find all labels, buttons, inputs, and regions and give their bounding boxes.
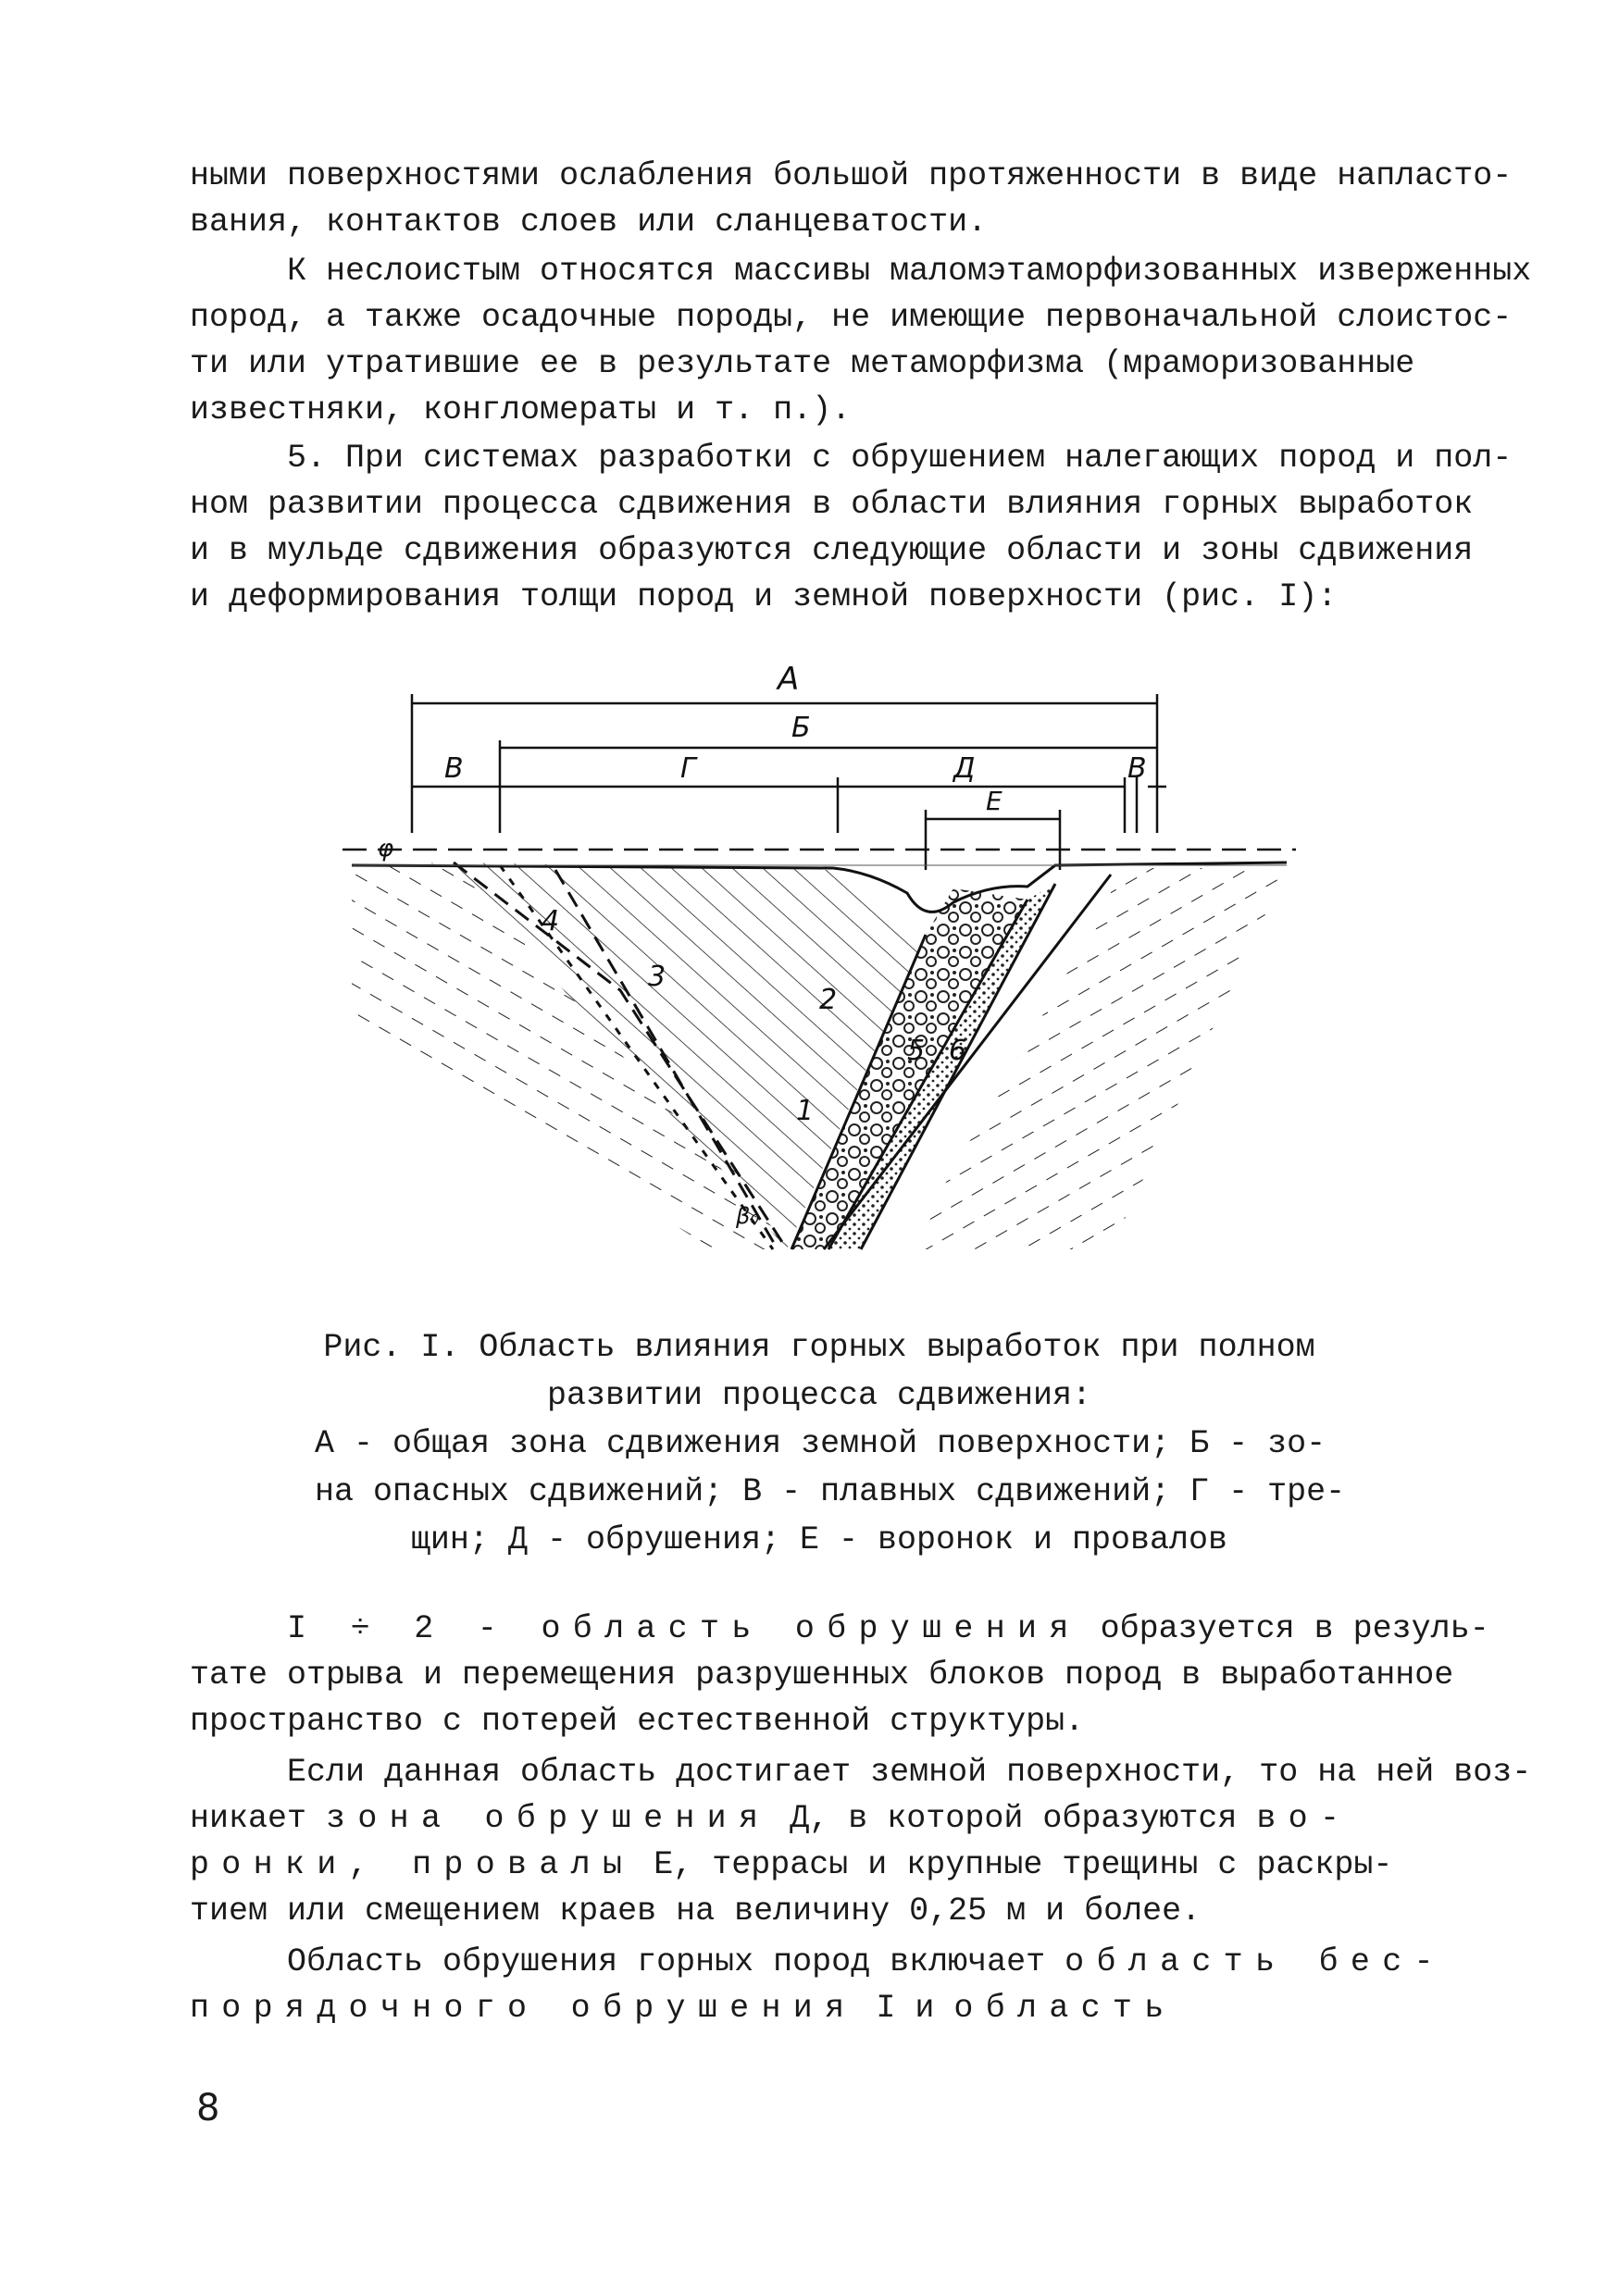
text-line: вания, контактов слоев или сланцеватости. [190,204,988,241]
spaced-term: область [953,1990,1177,2027]
text-fragment: никает [190,1800,327,1837]
label-zone-4: 4 [542,905,560,937]
label-zone-6: 6 [949,1035,967,1067]
caption-line: Рис. I. Область влияния горных выработок при полном [323,1329,1315,1366]
label-phi: φ [378,835,394,863]
spaced-term: область бес- [1065,1943,1446,1980]
text-fragment: Область обрушения горных пород включает [190,1943,1065,1980]
label-G: Г [680,752,696,785]
spaced-term: порядочного обрушения [190,1990,857,2027]
text-line: К неслоистым относятся массивы маломэтаморфизованных изверженных [190,253,1532,290]
paragraph-4 [190,1606,1489,1744]
caption-line: щин; Д - обрушения; Е - воронок и провалов [410,1521,1228,1558]
text-line [190,1939,1446,1985]
text-line: пространство с потерей естественной структуры. [190,1703,1085,1740]
text-fragment: Д, в которой образуются [770,1800,1257,1837]
page-number: 8 [196,2087,220,2129]
caption-line: на опасных сдвижений; В - плавных сдвижений; Г - тре- [315,1473,1346,1510]
label-zone-3: 3 [648,961,666,993]
caption-line: А - общая зона сдвижения земной поверхности; Б - зо- [315,1425,1326,1462]
label-zone-2: 2 [819,984,838,1016]
text-line [190,1985,1435,2031]
text-fragment: I и [856,1990,954,2027]
text-line [190,1606,1489,1652]
spaced-term: ронки, провалы [190,1846,635,1883]
label-B: Б [791,712,811,744]
text-line: Если данная область достигает земной поверхности, то на ней воз- [190,1754,1532,1791]
text-line [190,1842,1435,1888]
text-line: и в мульде сдвижения образуются следующие области и зоны сдвижения [190,532,1474,569]
label-V-left: В [444,752,464,785]
label-A: А [778,661,800,698]
label-D: Д [953,752,976,785]
label-E: Е [986,786,1003,816]
text-line: ти или утратившие ее в результате метаморфизма (мраморизованные [190,345,1415,382]
label-zone-1: 1 [796,1095,815,1127]
paragraph-3 [190,435,1513,620]
text-line: тием или смещением краев на величину 0,25 м и более. [190,1893,1202,1930]
text-fragment: Е, террасы и крупные трещины с раскры- [634,1846,1393,1883]
label-V-right: В [1127,752,1147,785]
spaced-term: I ÷ 2 - область обрушения [287,1610,1081,1647]
text-line: пород, а также осадочные породы, не имеющие первоначальной слоистос- [190,299,1513,336]
label-beta: β₀ [736,1203,759,1229]
spaced-term: во- [1256,1800,1352,1837]
text-line: 5. При системах разработки с обрушением налегающих пород и пол- [190,440,1513,477]
subsidence-diagram [315,657,1324,1259]
spaced-term: зона обрушения [326,1800,771,1837]
caption-line: развитии процесса сдвижения: [546,1377,1092,1414]
text-line: известняки, конгломераты и т. п.). [190,391,852,428]
paragraph-5 [190,1749,1532,1934]
dimension-lines [412,694,1166,870]
text-line: ными поверхностями ослабления большой протяженности в виде напласто- [190,157,1513,194]
paragraph-6 [190,1939,1446,2031]
text-line: тате отрыва и перемещения разрушенных блоков пород в выработанное [190,1657,1454,1694]
label-zone-5: 5 [907,1035,926,1067]
paragraph-1 [190,153,1513,245]
text-fragment: образуется в резуль- [1080,1610,1489,1647]
text-line: и деформирования толщи пород и земной поверхности (рис. I): [190,578,1338,615]
figure-caption [315,1323,1346,1564]
paragraph-2 [190,248,1532,433]
text-line: ном развитии процесса сдвижения в области влияния горных выработок [190,486,1474,523]
text-line [190,1795,1435,1842]
